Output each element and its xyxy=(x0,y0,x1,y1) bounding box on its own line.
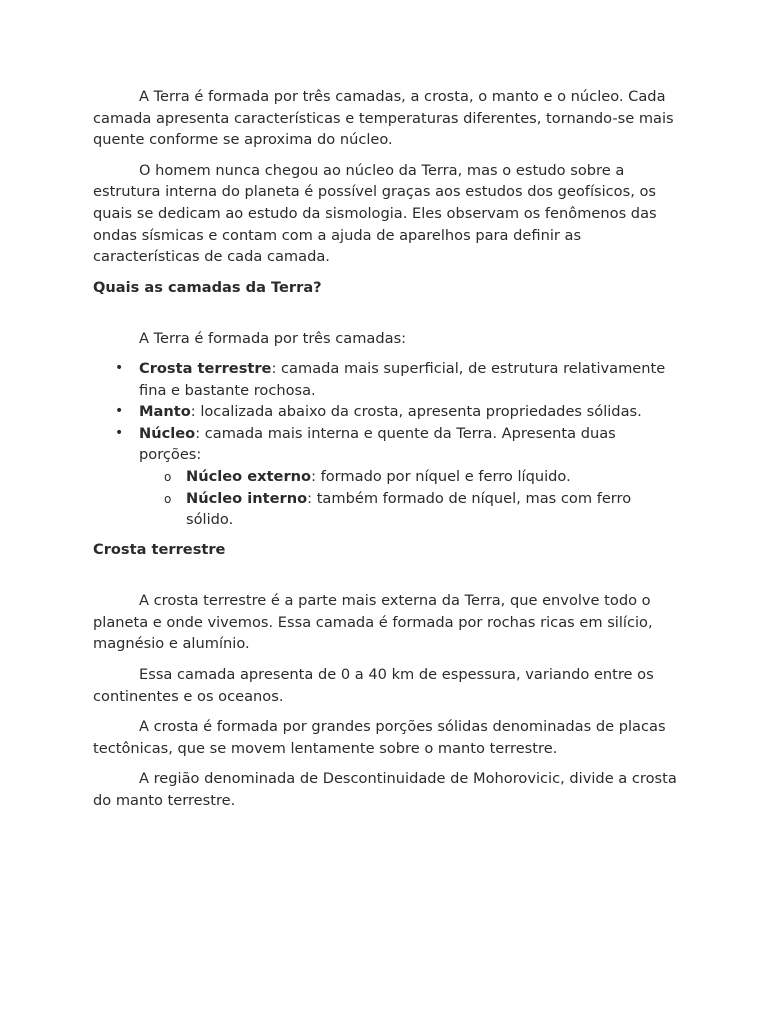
list-item xyxy=(139,423,678,531)
list-item-text: : localizada abaixo da crosta, apresenta propriedades sólidas. xyxy=(190,403,642,421)
sublist-item-text: : formado por níquel e ferro líquido. xyxy=(311,467,571,485)
list-item-text: : camada mais interna e quente da Terra. Apresenta duas porções: xyxy=(139,424,616,464)
list-item xyxy=(139,401,678,423)
crust-paragraph-1-rest: é a parte mais externa da Terra, que envolve todo o planeta e onde vivemos. Essa camada é formada por rochas ricas em silício, magnésio e alumínio. xyxy=(93,592,653,653)
sublist-item-label: Núcleo interno xyxy=(186,489,308,507)
crust-paragraph-2: Essa camada apresenta de 0 a 40 km de espessura, variando entre os continentes e os oceanos. xyxy=(93,666,654,705)
spacer xyxy=(93,560,678,590)
crust-term-link: crosta terrestre xyxy=(153,592,267,610)
sublist-item-text: : também formado de níquel, mas com ferro sólido. xyxy=(186,489,632,529)
intro-paragraph-1: A Terra é formada por três camadas, a crosta, o manto e o núcleo. Cada camada apresenta características e temperaturas diferentes, tornando-se mais quente conforme se aproxima do núcleo. xyxy=(93,88,674,149)
crust-paragraph-4: A região denominada de Descontinuidade de Mohorovicic, divide a crosta do manto terrestre. xyxy=(93,770,677,810)
document-page xyxy=(93,86,678,821)
section-heading-layers: Quais as camadas da Terra? xyxy=(93,278,322,296)
list-item-label: Manto xyxy=(139,403,191,421)
sublist-item-label: Núcleo externo xyxy=(186,467,312,485)
section-heading-crust: Crosta terrestre xyxy=(93,540,226,558)
intro-paragraph-2: O homem nunca chegou ao núcleo da Terra, mas o estudo sobre a estrutura interna do planeta é possível graças aos estudos dos geofísicos, os quais se dedicam ao estudo da sismologia. Eles observam os fenômenos das ondas sísmicas e contam com a ajuda de aparelhos para definir as características de cada camada. xyxy=(93,161,657,266)
list-item-text: : camada mais superficial, de estrutura relativamente fina e bastante rochosa. xyxy=(139,359,666,399)
layers-list xyxy=(93,358,678,531)
sublist-item xyxy=(186,466,678,488)
crust-paragraph-1 xyxy=(93,590,678,655)
spacer xyxy=(93,298,678,328)
core-sublist xyxy=(139,466,678,531)
crust-paragraph-3: A crosta é formada por grandes porções sólidas denominadas de placas tectônicas, que se movem lentamente sobre o manto terrestre. xyxy=(93,718,666,757)
list-item xyxy=(139,358,678,401)
crust-paragraph-1-prefix: A xyxy=(139,592,154,610)
sublist-item xyxy=(186,488,678,531)
layers-lead: A Terra é formada por três camadas: xyxy=(139,330,407,348)
list-item-label: Crosta terrestre xyxy=(139,359,272,377)
list-item-label: Núcleo xyxy=(139,424,196,442)
